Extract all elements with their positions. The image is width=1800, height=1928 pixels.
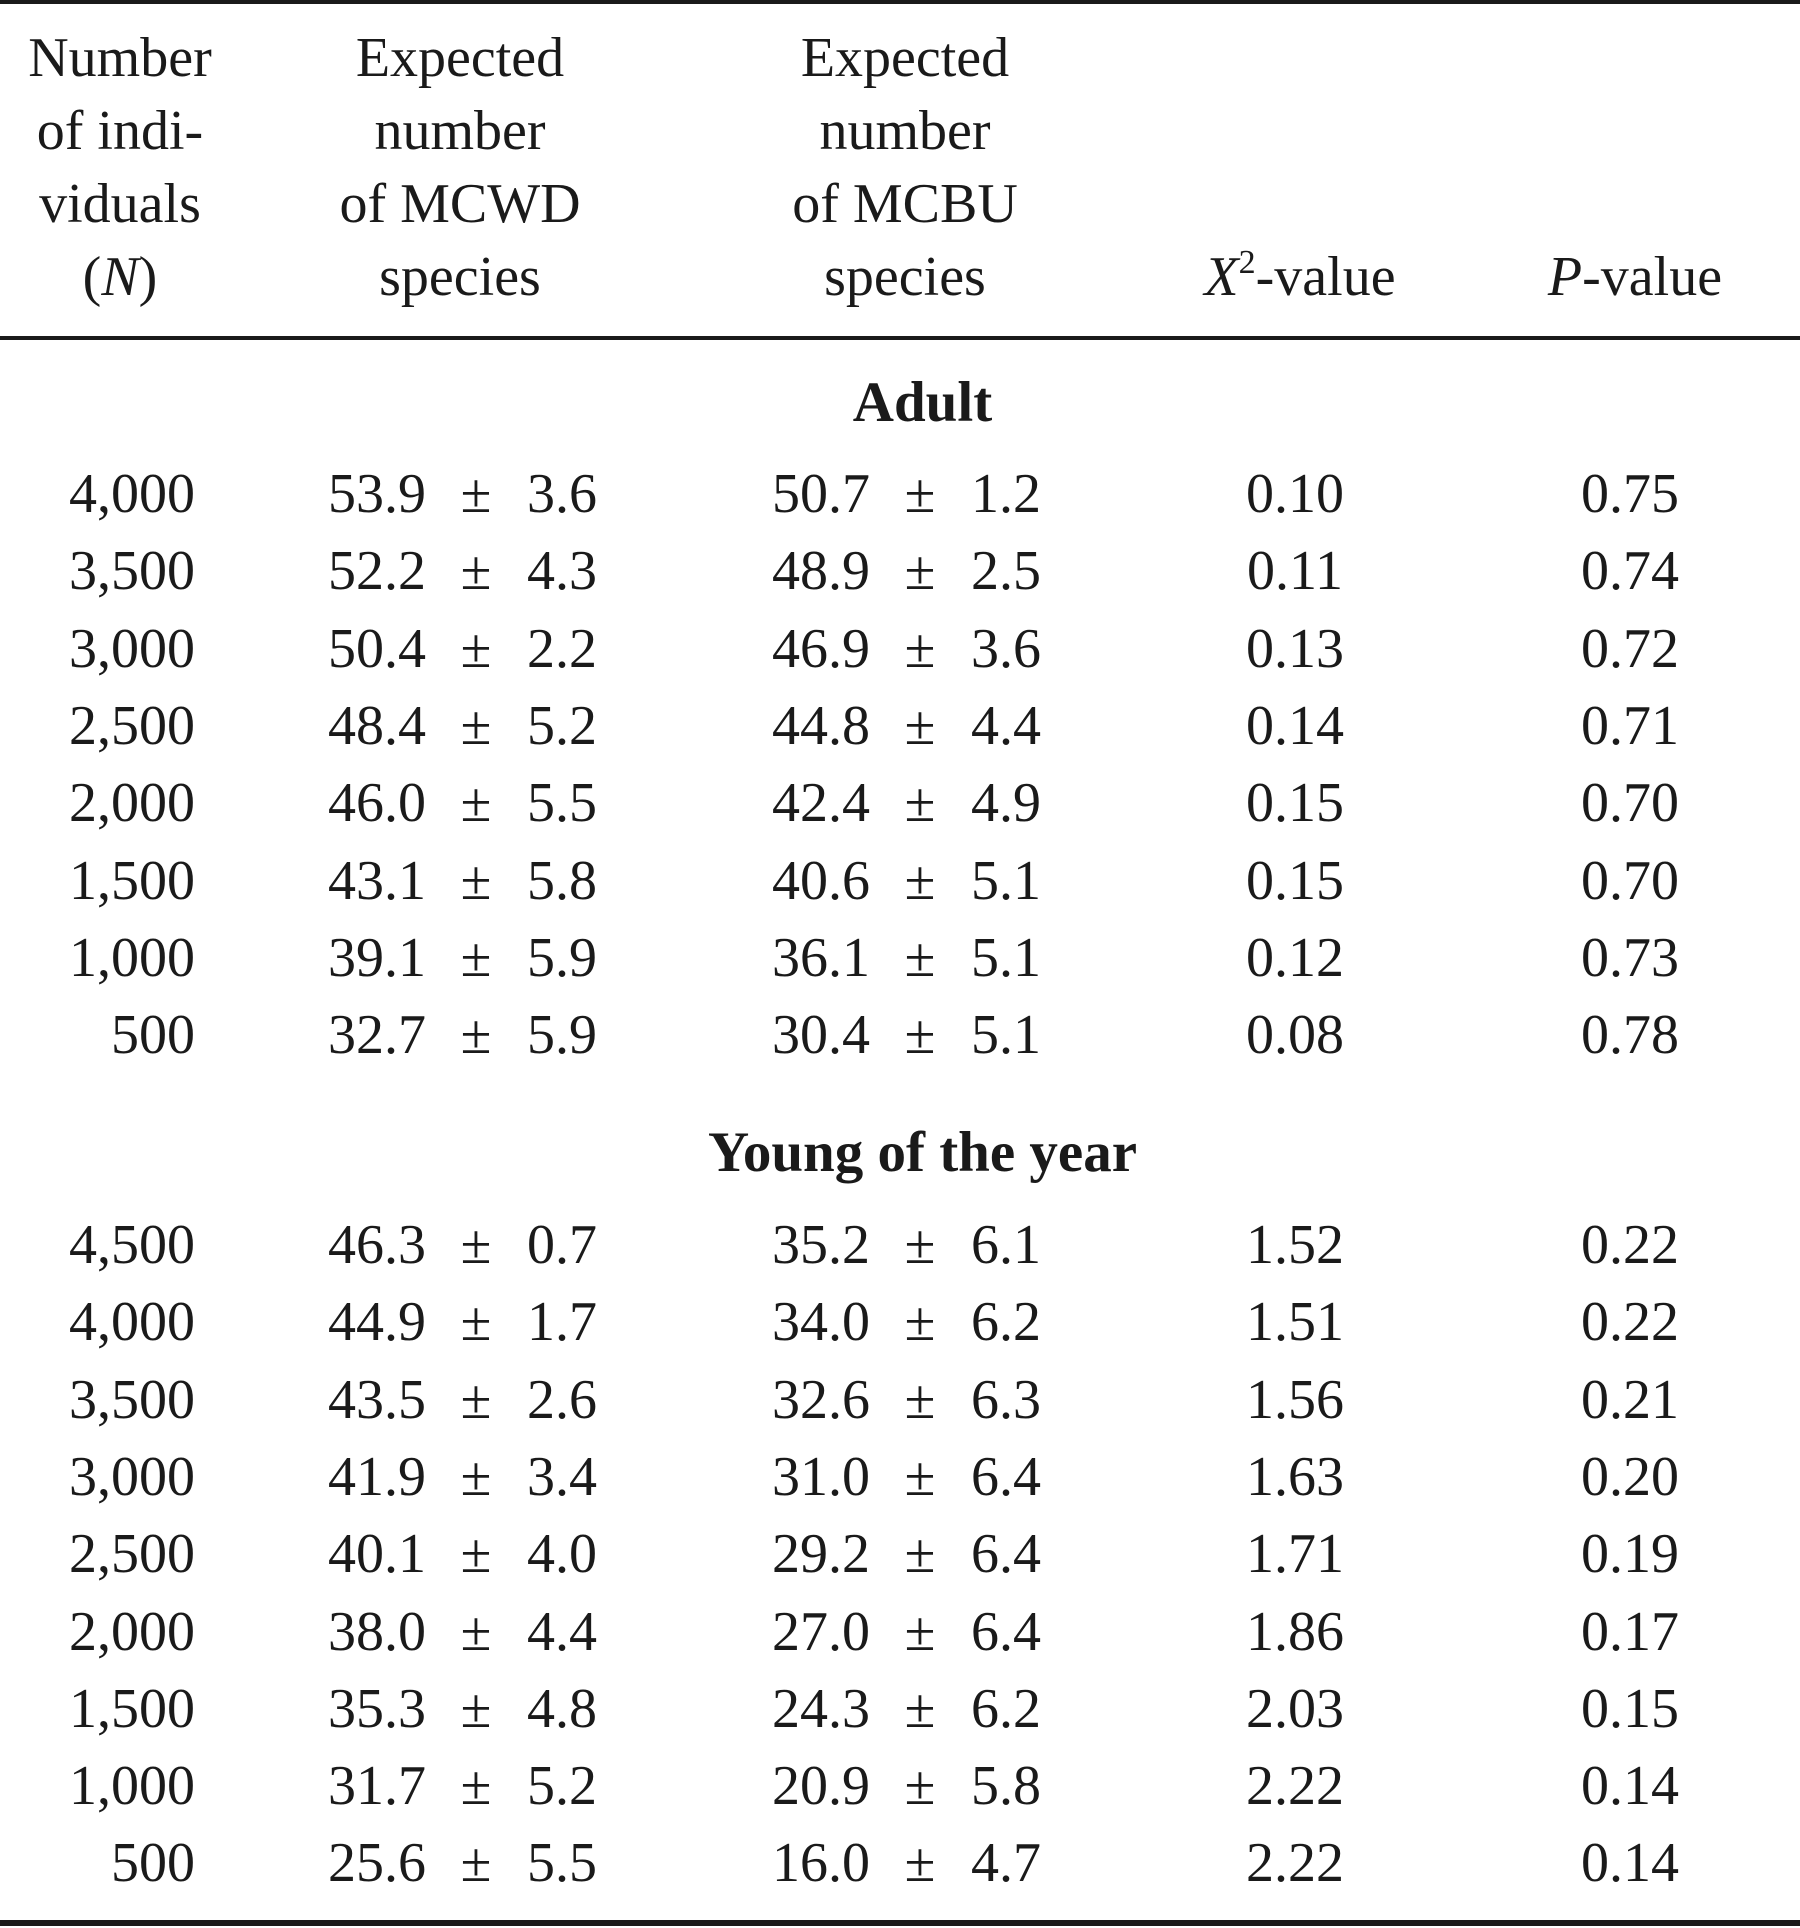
section-title: Young of the year	[707, 1121, 1138, 1184]
cell-mcwd-pm: ±	[460, 1755, 492, 1817]
cell-mcbu-pm: ±	[904, 1004, 936, 1066]
cell-mcwd-mean: 43.5	[328, 1369, 426, 1431]
cell-mcwd-pm: ±	[460, 772, 492, 834]
cell-mcbu-sd: 6.4	[971, 1446, 1041, 1508]
cell-mcwd-sd: 4.4	[527, 1601, 597, 1663]
cell-x2: 0.12	[1246, 927, 1344, 989]
cell-mcbu-sd: 5.1	[971, 850, 1041, 912]
cell-mcwd-sd: 2.2	[527, 618, 597, 680]
cell-p: 0.17	[1581, 1601, 1679, 1663]
cell-mcbu-pm: ±	[904, 463, 936, 525]
cell-n: 1,500	[69, 850, 195, 912]
cell-mcwd-pm: ±	[460, 850, 492, 912]
cell-mcwd-pm: ±	[460, 463, 492, 525]
cell-x2: 1.63	[1246, 1446, 1344, 1508]
cell-mcbu-pm: ±	[904, 1214, 936, 1276]
header-rule	[0, 336, 1800, 340]
cell-mcbu-mean: 46.9	[772, 618, 870, 680]
cell-mcwd-mean: 31.7	[328, 1755, 426, 1817]
cell-mcwd-sd: 2.6	[527, 1369, 597, 1431]
cell-mcbu-mean: 32.6	[772, 1369, 870, 1431]
cell-mcwd-mean: 40.1	[328, 1523, 426, 1585]
header-expected-mcbu: Expected number of MCBU species	[792, 27, 1018, 308]
cell-mcwd-mean: 46.3	[328, 1214, 426, 1276]
cell-x2: 0.08	[1246, 1004, 1344, 1066]
cell-mcbu-mean: 44.8	[772, 695, 870, 757]
cell-mcbu-sd: 6.3	[971, 1369, 1041, 1431]
cell-mcbu-sd: 6.4	[971, 1523, 1041, 1585]
cell-mcbu-sd: 1.2	[971, 463, 1041, 525]
cell-x2: 1.56	[1246, 1369, 1344, 1431]
cell-n: 1,000	[69, 1755, 195, 1817]
cell-mcbu-mean: 30.4	[772, 1004, 870, 1066]
cell-p: 0.21	[1581, 1369, 1679, 1431]
cell-n: 4,000	[69, 463, 195, 525]
cell-n: 1,500	[69, 1678, 195, 1740]
cell-mcbu-pm: ±	[904, 1678, 936, 1740]
cell-n: 2,000	[69, 1601, 195, 1663]
cell-mcbu-sd: 4.7	[971, 1832, 1041, 1894]
cell-p: 0.14	[1581, 1755, 1679, 1817]
cell-mcbu-sd: 6.1	[971, 1214, 1041, 1276]
cell-x2: 2.03	[1246, 1678, 1344, 1740]
cell-mcbu-mean: 20.9	[772, 1755, 870, 1817]
cell-mcwd-mean: 35.3	[328, 1678, 426, 1740]
cell-x2: 2.22	[1246, 1755, 1344, 1817]
cell-mcbu-mean: 16.0	[772, 1832, 870, 1894]
table-bottom-rule	[0, 1920, 1800, 1926]
cell-mcbu-mean: 35.2	[772, 1214, 870, 1276]
cell-mcwd-pm: ±	[460, 1004, 492, 1066]
cell-mcwd-pm: ±	[460, 1523, 492, 1585]
cell-mcwd-sd: 5.2	[527, 695, 597, 757]
cell-mcwd-sd: 4.0	[527, 1523, 597, 1585]
cell-x2: 0.11	[1247, 540, 1343, 602]
cell-mcbu-mean: 50.7	[772, 463, 870, 525]
cell-mcwd-sd: 1.7	[527, 1291, 597, 1353]
cell-mcbu-pm: ±	[904, 927, 936, 989]
cell-mcbu-mean: 31.0	[772, 1446, 870, 1508]
cell-mcwd-mean: 38.0	[328, 1601, 426, 1663]
cell-mcbu-sd: 6.2	[971, 1678, 1041, 1740]
cell-mcbu-pm: ±	[904, 1523, 936, 1585]
cell-mcbu-pm: ±	[904, 1832, 936, 1894]
cell-mcbu-sd: 4.4	[971, 695, 1041, 757]
cell-n: 500	[111, 1004, 195, 1066]
header-expected-mcwd: Expected number of MCWD species	[339, 27, 581, 308]
cell-x2: 2.22	[1246, 1832, 1344, 1894]
cell-mcwd-pm: ±	[460, 1369, 492, 1431]
cell-x2: 0.15	[1246, 850, 1344, 912]
cell-mcbu-pm: ±	[904, 850, 936, 912]
cell-p: 0.72	[1581, 618, 1679, 680]
cell-n: 2,500	[69, 1523, 195, 1585]
cell-mcwd-pm: ±	[460, 927, 492, 989]
cell-x2: 0.10	[1246, 463, 1344, 525]
cell-n: 4,500	[69, 1214, 195, 1276]
cell-x2: 0.14	[1246, 695, 1344, 757]
cell-mcbu-pm: ±	[904, 1291, 936, 1353]
header-p-value: P-value	[1547, 246, 1723, 308]
cell-mcwd-mean: 41.9	[328, 1446, 426, 1508]
cell-n: 3,000	[69, 1446, 195, 1508]
cell-mcwd-pm: ±	[460, 540, 492, 602]
cell-n: 3,500	[69, 540, 195, 602]
cell-mcbu-pm: ±	[904, 695, 936, 757]
cell-n: 1,000	[69, 927, 195, 989]
cell-mcbu-pm: ±	[904, 618, 936, 680]
cell-mcwd-pm: ±	[460, 1601, 492, 1663]
cell-mcwd-pm: ±	[460, 1832, 492, 1894]
cell-mcbu-mean: 27.0	[772, 1601, 870, 1663]
cell-p: 0.20	[1581, 1446, 1679, 1508]
cell-p: 0.70	[1581, 772, 1679, 834]
cell-mcbu-mean: 42.4	[772, 772, 870, 834]
cell-mcbu-mean: 34.0	[772, 1291, 870, 1353]
cell-mcbu-sd: 4.9	[971, 772, 1041, 834]
cell-mcbu-pm: ±	[904, 1369, 936, 1431]
cell-mcwd-sd: 5.5	[527, 772, 597, 834]
cell-mcwd-mean: 32.7	[328, 1004, 426, 1066]
cell-mcbu-sd: 5.8	[971, 1755, 1041, 1817]
cell-n: 3,500	[69, 1369, 195, 1431]
cell-mcwd-sd: 5.2	[527, 1755, 597, 1817]
cell-mcbu-mean: 29.2	[772, 1523, 870, 1585]
cell-x2: 1.86	[1246, 1601, 1344, 1663]
cell-mcbu-pm: ±	[904, 772, 936, 834]
cell-mcwd-sd: 3.4	[527, 1446, 597, 1508]
cell-n: 3,000	[69, 618, 195, 680]
cell-mcbu-mean: 40.6	[772, 850, 870, 912]
cell-mcwd-mean: 48.4	[328, 695, 426, 757]
cell-x2: 0.15	[1246, 772, 1344, 834]
cell-mcbu-pm: ±	[904, 1601, 936, 1663]
cell-mcwd-mean: 39.1	[328, 927, 426, 989]
cell-mcwd-sd: 5.9	[527, 1004, 597, 1066]
cell-mcwd-mean: 43.1	[328, 850, 426, 912]
cell-mcwd-sd: 3.6	[527, 463, 597, 525]
cell-mcwd-mean: 53.9	[328, 463, 426, 525]
cell-mcwd-sd: 5.8	[527, 850, 597, 912]
cell-p: 0.22	[1581, 1214, 1679, 1276]
cell-mcwd-mean: 46.0	[328, 772, 426, 834]
cell-p: 0.15	[1581, 1678, 1679, 1740]
cell-mcwd-pm: ±	[460, 1678, 492, 1740]
cell-mcwd-pm: ±	[460, 695, 492, 757]
cell-mcbu-sd: 3.6	[971, 618, 1041, 680]
cell-p: 0.22	[1581, 1291, 1679, 1353]
cell-x2: 1.51	[1246, 1291, 1344, 1353]
cell-mcbu-pm: ±	[904, 540, 936, 602]
cell-mcwd-sd: 5.5	[527, 1832, 597, 1894]
cell-n: 4,000	[69, 1291, 195, 1353]
cell-n: 2,000	[69, 772, 195, 834]
table-top-rule	[0, 0, 1800, 4]
cell-mcbu-mean: 24.3	[772, 1678, 870, 1740]
cell-p: 0.74	[1581, 540, 1679, 602]
cell-mcbu-sd: 6.4	[971, 1601, 1041, 1663]
section-title: Adult	[852, 371, 993, 434]
cell-x2: 1.71	[1246, 1523, 1344, 1585]
cell-mcwd-sd: 4.8	[527, 1678, 597, 1740]
cell-mcbu-sd: 2.5	[971, 540, 1041, 602]
cell-n: 2,500	[69, 695, 195, 757]
cell-mcbu-sd: 6.2	[971, 1291, 1041, 1353]
cell-p: 0.71	[1581, 695, 1679, 757]
cell-mcwd-mean: 50.4	[328, 618, 426, 680]
cell-mcwd-mean: 44.9	[328, 1291, 426, 1353]
header-number-of-individuals: Number of indi- viduals (N)	[28, 27, 212, 308]
cell-mcwd-sd: 4.3	[527, 540, 597, 602]
cell-mcbu-pm: ±	[904, 1446, 936, 1508]
cell-mcwd-pm: ±	[460, 1291, 492, 1353]
cell-mcwd-pm: ±	[460, 1446, 492, 1508]
cell-p: 0.19	[1581, 1523, 1679, 1585]
cell-p: 0.70	[1581, 850, 1679, 912]
cell-mcbu-sd: 5.1	[971, 1004, 1041, 1066]
cell-mcbu-mean: 48.9	[772, 540, 870, 602]
cell-p: 0.75	[1581, 463, 1679, 525]
header-x2-value: $X^2$-value	[1204, 244, 1396, 308]
cell-p: 0.14	[1581, 1832, 1679, 1894]
cell-mcbu-mean: 36.1	[772, 927, 870, 989]
cell-mcwd-pm: ±	[460, 618, 492, 680]
cell-mcbu-sd: 5.1	[971, 927, 1041, 989]
cell-x2: 1.52	[1246, 1214, 1344, 1276]
cell-p: 0.73	[1581, 927, 1679, 989]
cell-n: 500	[111, 1832, 195, 1894]
cell-mcbu-pm: ±	[904, 1755, 936, 1817]
cell-mcwd-sd: 0.7	[527, 1214, 597, 1276]
cell-mcwd-pm: ±	[460, 1214, 492, 1276]
cell-x2: 0.13	[1246, 618, 1344, 680]
cell-p: 0.78	[1581, 1004, 1679, 1066]
cell-mcwd-mean: 52.2	[328, 540, 426, 602]
cell-mcwd-sd: 5.9	[527, 927, 597, 989]
cell-mcwd-mean: 25.6	[328, 1832, 426, 1894]
